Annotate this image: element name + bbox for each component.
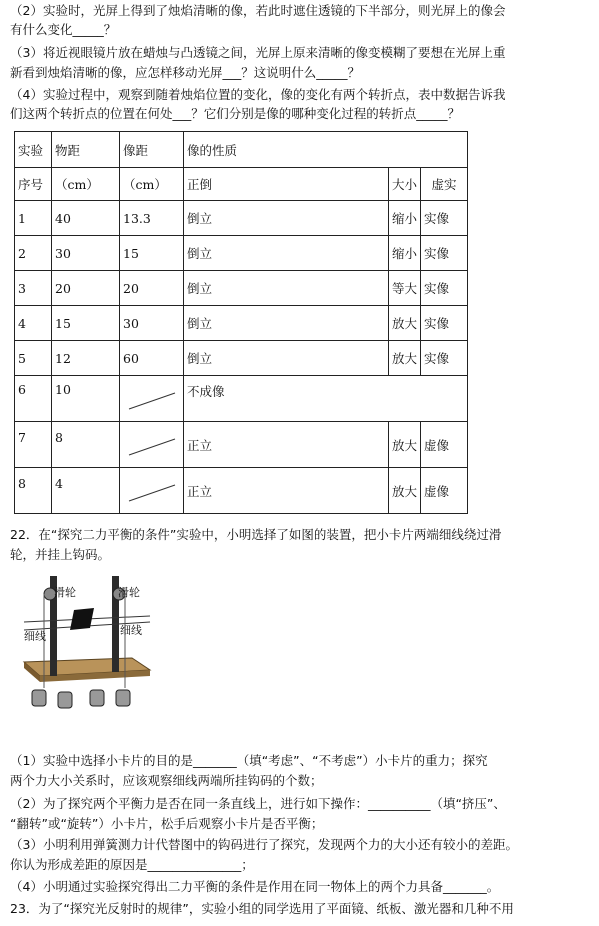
two-force-balance-apparatus [14, 570, 154, 720]
header-orient: 正倒 [184, 168, 389, 201]
cell-s: 缩小 [389, 201, 421, 236]
cell-u: 15 [52, 306, 120, 341]
cell-n: 1 [15, 201, 52, 236]
q23-intro: 23．为了“探究光反射时的规律”，实验小组的同学选用了平面镜、纸板、激光器和几种不用 [10, 901, 514, 916]
table-row [15, 306, 468, 341]
cell-k: 实像 [421, 236, 468, 271]
header-img: 像距 [120, 132, 184, 168]
q22-p2-line2: “翻转”或“旋转”）小卡片，松手后观察小卡片是否平衡； [10, 816, 324, 831]
q21-p3-line1: （3）将近视眼镜片放在蜡烛与凸透镜之间，光屏上原来清晰的像变模糊了要想在光屏上重 [10, 45, 506, 60]
cell-v-slash [120, 376, 184, 422]
cell-k: 虚像 [421, 468, 468, 514]
q22-intro-line2: 轮，并挂上钩码。 [10, 547, 111, 562]
cell-n: 2 [15, 236, 52, 271]
q21-p2-line1: （2）实验时，光屏上得到了烛焰清晰的像，若此时遮住透镜的下半部分，则光屏上的像会 [10, 3, 506, 18]
q22-p3-line2: 你认为形成差距的原因是_______________； [10, 857, 254, 872]
table-row [15, 341, 468, 376]
header-kind: 虚实 [421, 168, 468, 201]
cell-s: 等大 [389, 271, 421, 306]
table-row [15, 236, 468, 271]
q22-p3-line1: （3）小明利用弹簧测力计代替图中的钩码进行了探究，发现两个力的大小还有较小的差距。 [10, 837, 518, 852]
table-row [15, 376, 468, 422]
cell-u: 10 [52, 376, 120, 422]
table-row [15, 468, 468, 514]
q21-p4-line1: （4）实验过程中，观察到随着烛焰位置的变化，像的变化有两个转折点，表中数据告诉我 [10, 87, 506, 102]
header-exp2: 序号 [15, 168, 52, 201]
cell-s: 放大 [389, 306, 421, 341]
cell-no-image: 不成像 [184, 376, 468, 422]
cell-o: 倒立 [184, 271, 389, 306]
cell-n: 6 [15, 376, 52, 422]
label-pulley-right: 滑轮 [118, 586, 140, 599]
header-size: 大小 [389, 168, 421, 201]
cell-k: 实像 [421, 341, 468, 376]
cell-n: 5 [15, 341, 52, 376]
header-img2: （cm） [120, 168, 184, 201]
label-string-right: 细线 [120, 624, 142, 637]
cell-k: 实像 [421, 201, 468, 236]
lens-experiment-table [14, 131, 468, 514]
cell-v: 60 [120, 341, 184, 376]
table-row [15, 422, 468, 468]
cell-o: 倒立 [184, 201, 389, 236]
cell-o: 倒立 [184, 306, 389, 341]
cell-n: 3 [15, 271, 52, 306]
q22-intro-line1: 22．在“探究二力平衡的条件”实验中，小明选择了如图的装置，把小卡片两端细线绕过滑 [10, 527, 502, 542]
header-prop: 像的性质 [184, 132, 468, 168]
cell-v: 15 [120, 236, 184, 271]
header-obj: 物距 [52, 132, 120, 168]
slash-mark [123, 425, 179, 465]
cell-u: 20 [52, 271, 120, 306]
q21-p3-line2: 新看到烛焰清晰的像，应怎样移动光屏___？这说明什么_____？ [10, 65, 361, 80]
cell-n: 7 [15, 422, 52, 468]
slash-mark [123, 379, 179, 419]
cell-o: 倒立 [184, 341, 389, 376]
q22-p4: （4）小明通过实验探究得出二力平衡的条件是作用在同一物体上的两个力具备_______。 [10, 879, 500, 894]
cell-k: 实像 [421, 306, 468, 341]
cell-u: 4 [52, 468, 120, 514]
cell-u: 12 [52, 341, 120, 376]
cell-v: 30 [120, 306, 184, 341]
header-exp: 实验 [15, 132, 52, 168]
q22-p1-line2: 两个力大小关系时，应该观察细线两端所挂钩码的个数； [10, 773, 323, 788]
cell-u: 30 [52, 236, 120, 271]
cell-v-slash [120, 422, 184, 468]
cell-k: 实像 [421, 271, 468, 306]
cell-n: 4 [15, 306, 52, 341]
cell-o: 正立 [184, 422, 389, 468]
q21-p2-line2: 有什么变化_____？ [10, 22, 117, 37]
q22-p1-line1: （1）实验中选择小卡片的目的是_______（填“考虑”、“不考虑”）小卡片的重力；探究 [10, 753, 488, 768]
cell-s: 缩小 [389, 236, 421, 271]
cell-k: 虚像 [421, 422, 468, 468]
label-string-left: 细线 [24, 630, 46, 643]
label-pulley-left: 滑轮 [54, 586, 76, 599]
cell-s: 放大 [389, 468, 421, 514]
cell-o: 正立 [184, 468, 389, 514]
cell-o: 倒立 [184, 236, 389, 271]
header-obj2: （cm） [52, 168, 120, 201]
cell-v: 13.3 [120, 201, 184, 236]
cell-v-slash [120, 468, 184, 514]
table-row [15, 271, 468, 306]
table-row [15, 201, 468, 236]
q21-p4-line2: 们这两个转折点的位置在何处___？它们分别是像的哪种变化过程的转折点_____？ [10, 106, 461, 121]
cell-n: 8 [15, 468, 52, 514]
cell-v: 20 [120, 271, 184, 306]
slash-mark [123, 471, 179, 511]
cell-u: 8 [52, 422, 120, 468]
q22-p2-line1: （2）为了探究两个平衡力是否在同一条直线上，进行如下操作：__________（填“挤压”、 [10, 796, 506, 811]
cell-s: 放大 [389, 422, 421, 468]
cell-u: 40 [52, 201, 120, 236]
cell-s: 放大 [389, 341, 421, 376]
